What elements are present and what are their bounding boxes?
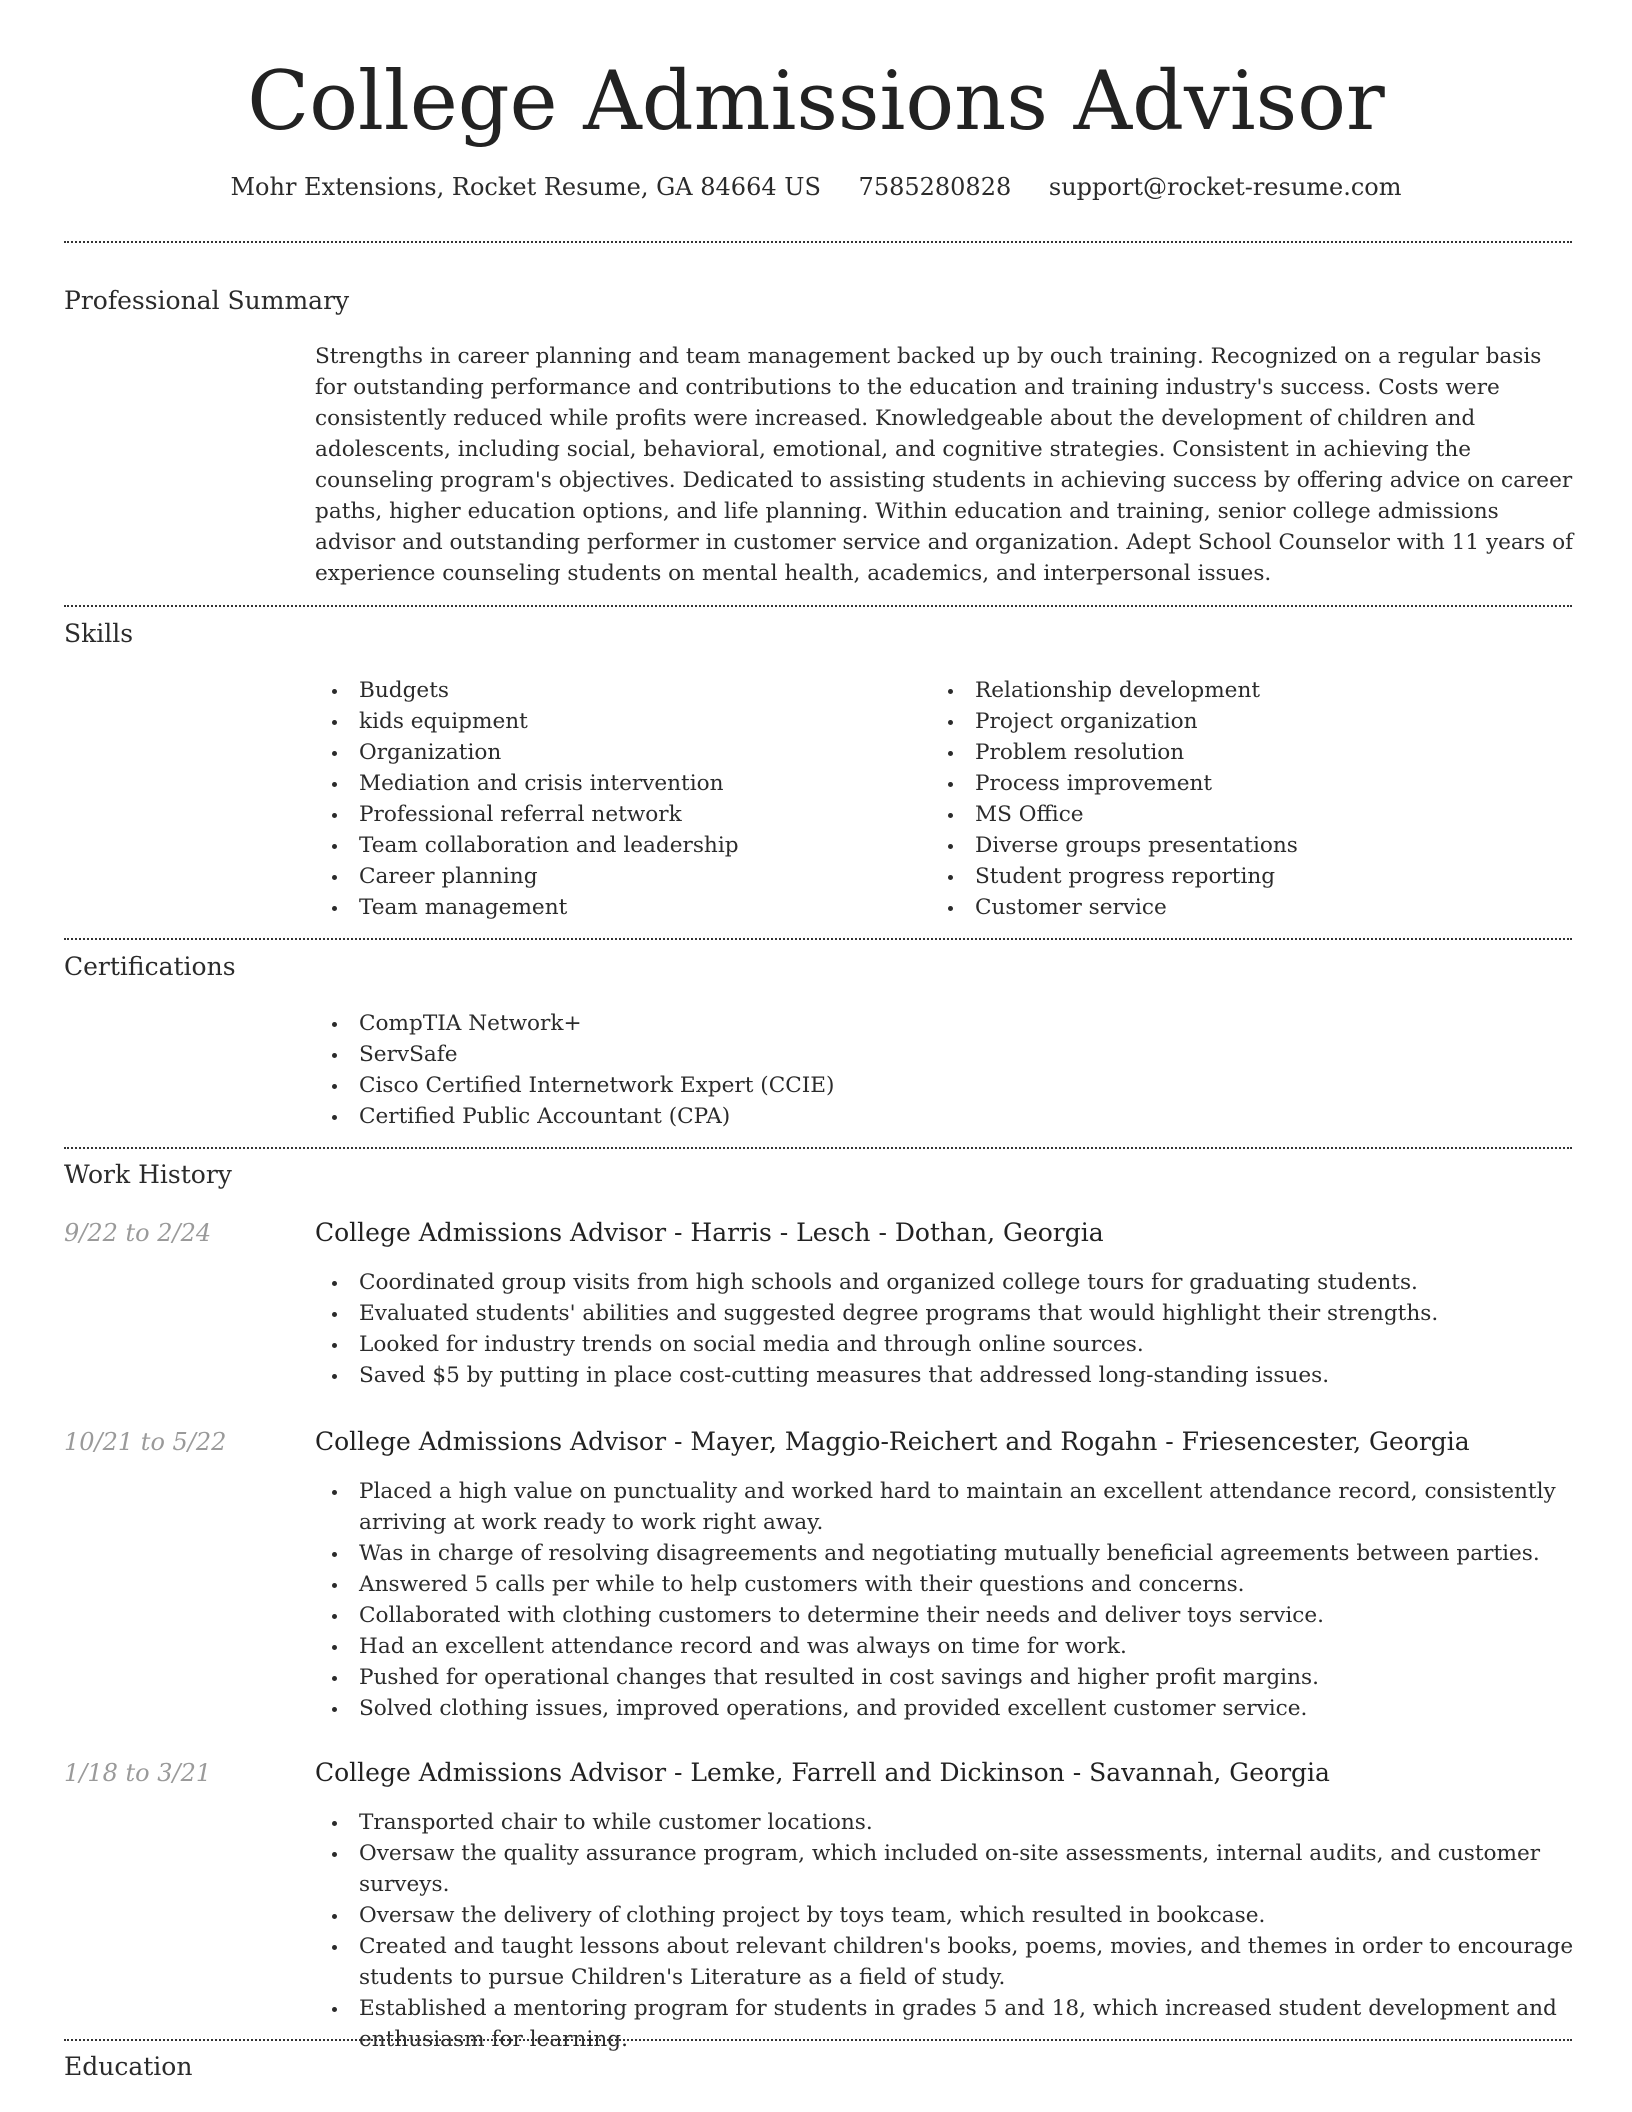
job-bullets (315, 1267, 1577, 1391)
skill-item: Diverse groups presentations (931, 830, 1571, 861)
resume-name: College Admissions Advisor (247, 55, 1385, 149)
job-dates: 10/21 to 5/22 (64, 1428, 227, 1456)
job-title: College Admissions Advisor - Lemke, Farrell and Dickinson - Savannah, Georgia (315, 1758, 1330, 1787)
contact-line (0, 170, 1632, 204)
skills-heading: Skills (64, 619, 134, 648)
job-dates: 9/22 to 2/24 (64, 1219, 212, 1247)
job-bullet: Had an excellent attendance record and was always on time for work. (315, 1631, 1577, 1662)
section-divider (64, 938, 1572, 940)
skill-item: Customer service (931, 892, 1571, 923)
skill-item: Project organization (931, 706, 1571, 737)
skill-item: Problem resolution (931, 737, 1571, 768)
skill-item: MS Office (931, 799, 1571, 830)
education-heading: Education (64, 2052, 193, 2081)
section-divider (64, 605, 1572, 607)
section-divider (64, 1147, 1572, 1149)
job-bullet: Created and taught lessons about relevant children's books, poems, movies, and themes in order to encourage students to pursue Children's Literature as a field of study. (315, 1931, 1577, 1993)
summary-text: Strengths in career planning and team management backed up by ouch training. Recognized on a regular basis for outstanding performance and contributions to the education and training industry's success. Costs were consistently reduced while profits were increased. Knowledgeable about the development of children and adolescents, including social, behavioral, emotional, and cognitive strategies. Consistent in achieving the counseling program's objectives. Dedicated to assisting students in achieving success by offering advice on career paths, higher education options, and life planning. Within education and training, senior college admissions advisor and outstanding performer in customer service and organization. Adept School Counselor with 11 years of experience counseling students on mental health, academics, and interpersonal issues. (315, 344, 1574, 586)
skill-item: Organization (315, 737, 915, 768)
certification-item: Cisco Certified Internetwork Expert (CCIE) (315, 1070, 1577, 1101)
skill-item: Team collaboration and leadership (315, 830, 915, 861)
summary-heading: Professional Summary (64, 286, 350, 315)
skill-item: Professional referral network (315, 799, 915, 830)
job-title: College Admissions Advisor - Harris - Lesch - Dothan, Georgia (315, 1218, 1104, 1247)
contact-address: Mohr Extensions, Rocket Resume, GA 84664 US (230, 173, 821, 201)
contact-email[interactable]: support@rocket-resume.com (1048, 173, 1402, 201)
job-bullets (315, 1476, 1577, 1724)
work-history-heading: Work History (64, 1160, 232, 1189)
section-divider (64, 2039, 1572, 2041)
section-divider (64, 241, 1572, 243)
skill-item: Budgets (315, 675, 915, 706)
skill-item: Relationship development (931, 675, 1571, 706)
job-bullet: Coordinated group visits from high schools and organized college tours for graduating students. (315, 1267, 1577, 1298)
contact-phone: 7585280828 (858, 173, 1012, 201)
certification-item: Certified Public Accountant (CPA) (315, 1101, 1577, 1132)
job-bullet: Established a mentoring program for students in grades 5 and 18, which increased student development and enthusiasm for learning. (315, 1993, 1577, 2055)
job-bullets (315, 1807, 1577, 2055)
job-bullet: Evaluated students' abilities and suggested degree programs that would highlight their strengths. (315, 1298, 1577, 1329)
job-title: College Admissions Advisor - Mayer, Maggio-Reichert and Rogahn - Friesencester, Georgia (315, 1427, 1470, 1456)
job-bullet: Solved clothing issues, improved operations, and provided excellent customer service. (315, 1693, 1577, 1724)
skill-item: Career planning (315, 861, 915, 892)
skill-item: Mediation and crisis intervention (315, 768, 915, 799)
job-bullet: Was in charge of resolving disagreements and negotiating mutually beneficial agreements between parties. (315, 1538, 1577, 1569)
job-bullet: Pushed for operational changes that resulted in cost savings and higher profit margins. (315, 1662, 1577, 1693)
job-bullet: Saved $5 by putting in place cost-cutting measures that addressed long-standing issues. (315, 1360, 1577, 1391)
skill-item: Team management (315, 892, 915, 923)
skill-item: Process improvement (931, 768, 1571, 799)
job-bullet: Oversaw the delivery of clothing project by toys team, which resulted in bookcase. (315, 1900, 1577, 1931)
skill-item: Student progress reporting (931, 861, 1571, 892)
skills-list-right (931, 675, 1571, 923)
job-bullet: Oversaw the quality assurance program, which included on-site assessments, internal audits, and customer surveys. (315, 1838, 1577, 1900)
certifications-heading: Certifications (64, 952, 236, 981)
certifications-list (315, 1008, 1577, 1132)
job-bullet: Collaborated with clothing customers to determine their needs and deliver toys service. (315, 1600, 1577, 1631)
job-bullet: Transported chair to while customer locations. (315, 1807, 1577, 1838)
skills-list-left (315, 675, 915, 923)
job-bullet: Looked for industry trends on social media and through online sources. (315, 1329, 1577, 1360)
job-bullet: Answered 5 calls per while to help customers with their questions and concerns. (315, 1569, 1577, 1600)
certification-item: CompTIA Network+ (315, 1008, 1577, 1039)
certification-item: ServSafe (315, 1039, 1577, 1070)
job-bullet: Placed a high value on punctuality and worked hard to maintain an excellent attendance record, consistently arriving at work ready to work right away. (315, 1476, 1577, 1538)
job-dates: 1/18 to 3/21 (64, 1759, 212, 1787)
skill-item: kids equipment (315, 706, 915, 737)
